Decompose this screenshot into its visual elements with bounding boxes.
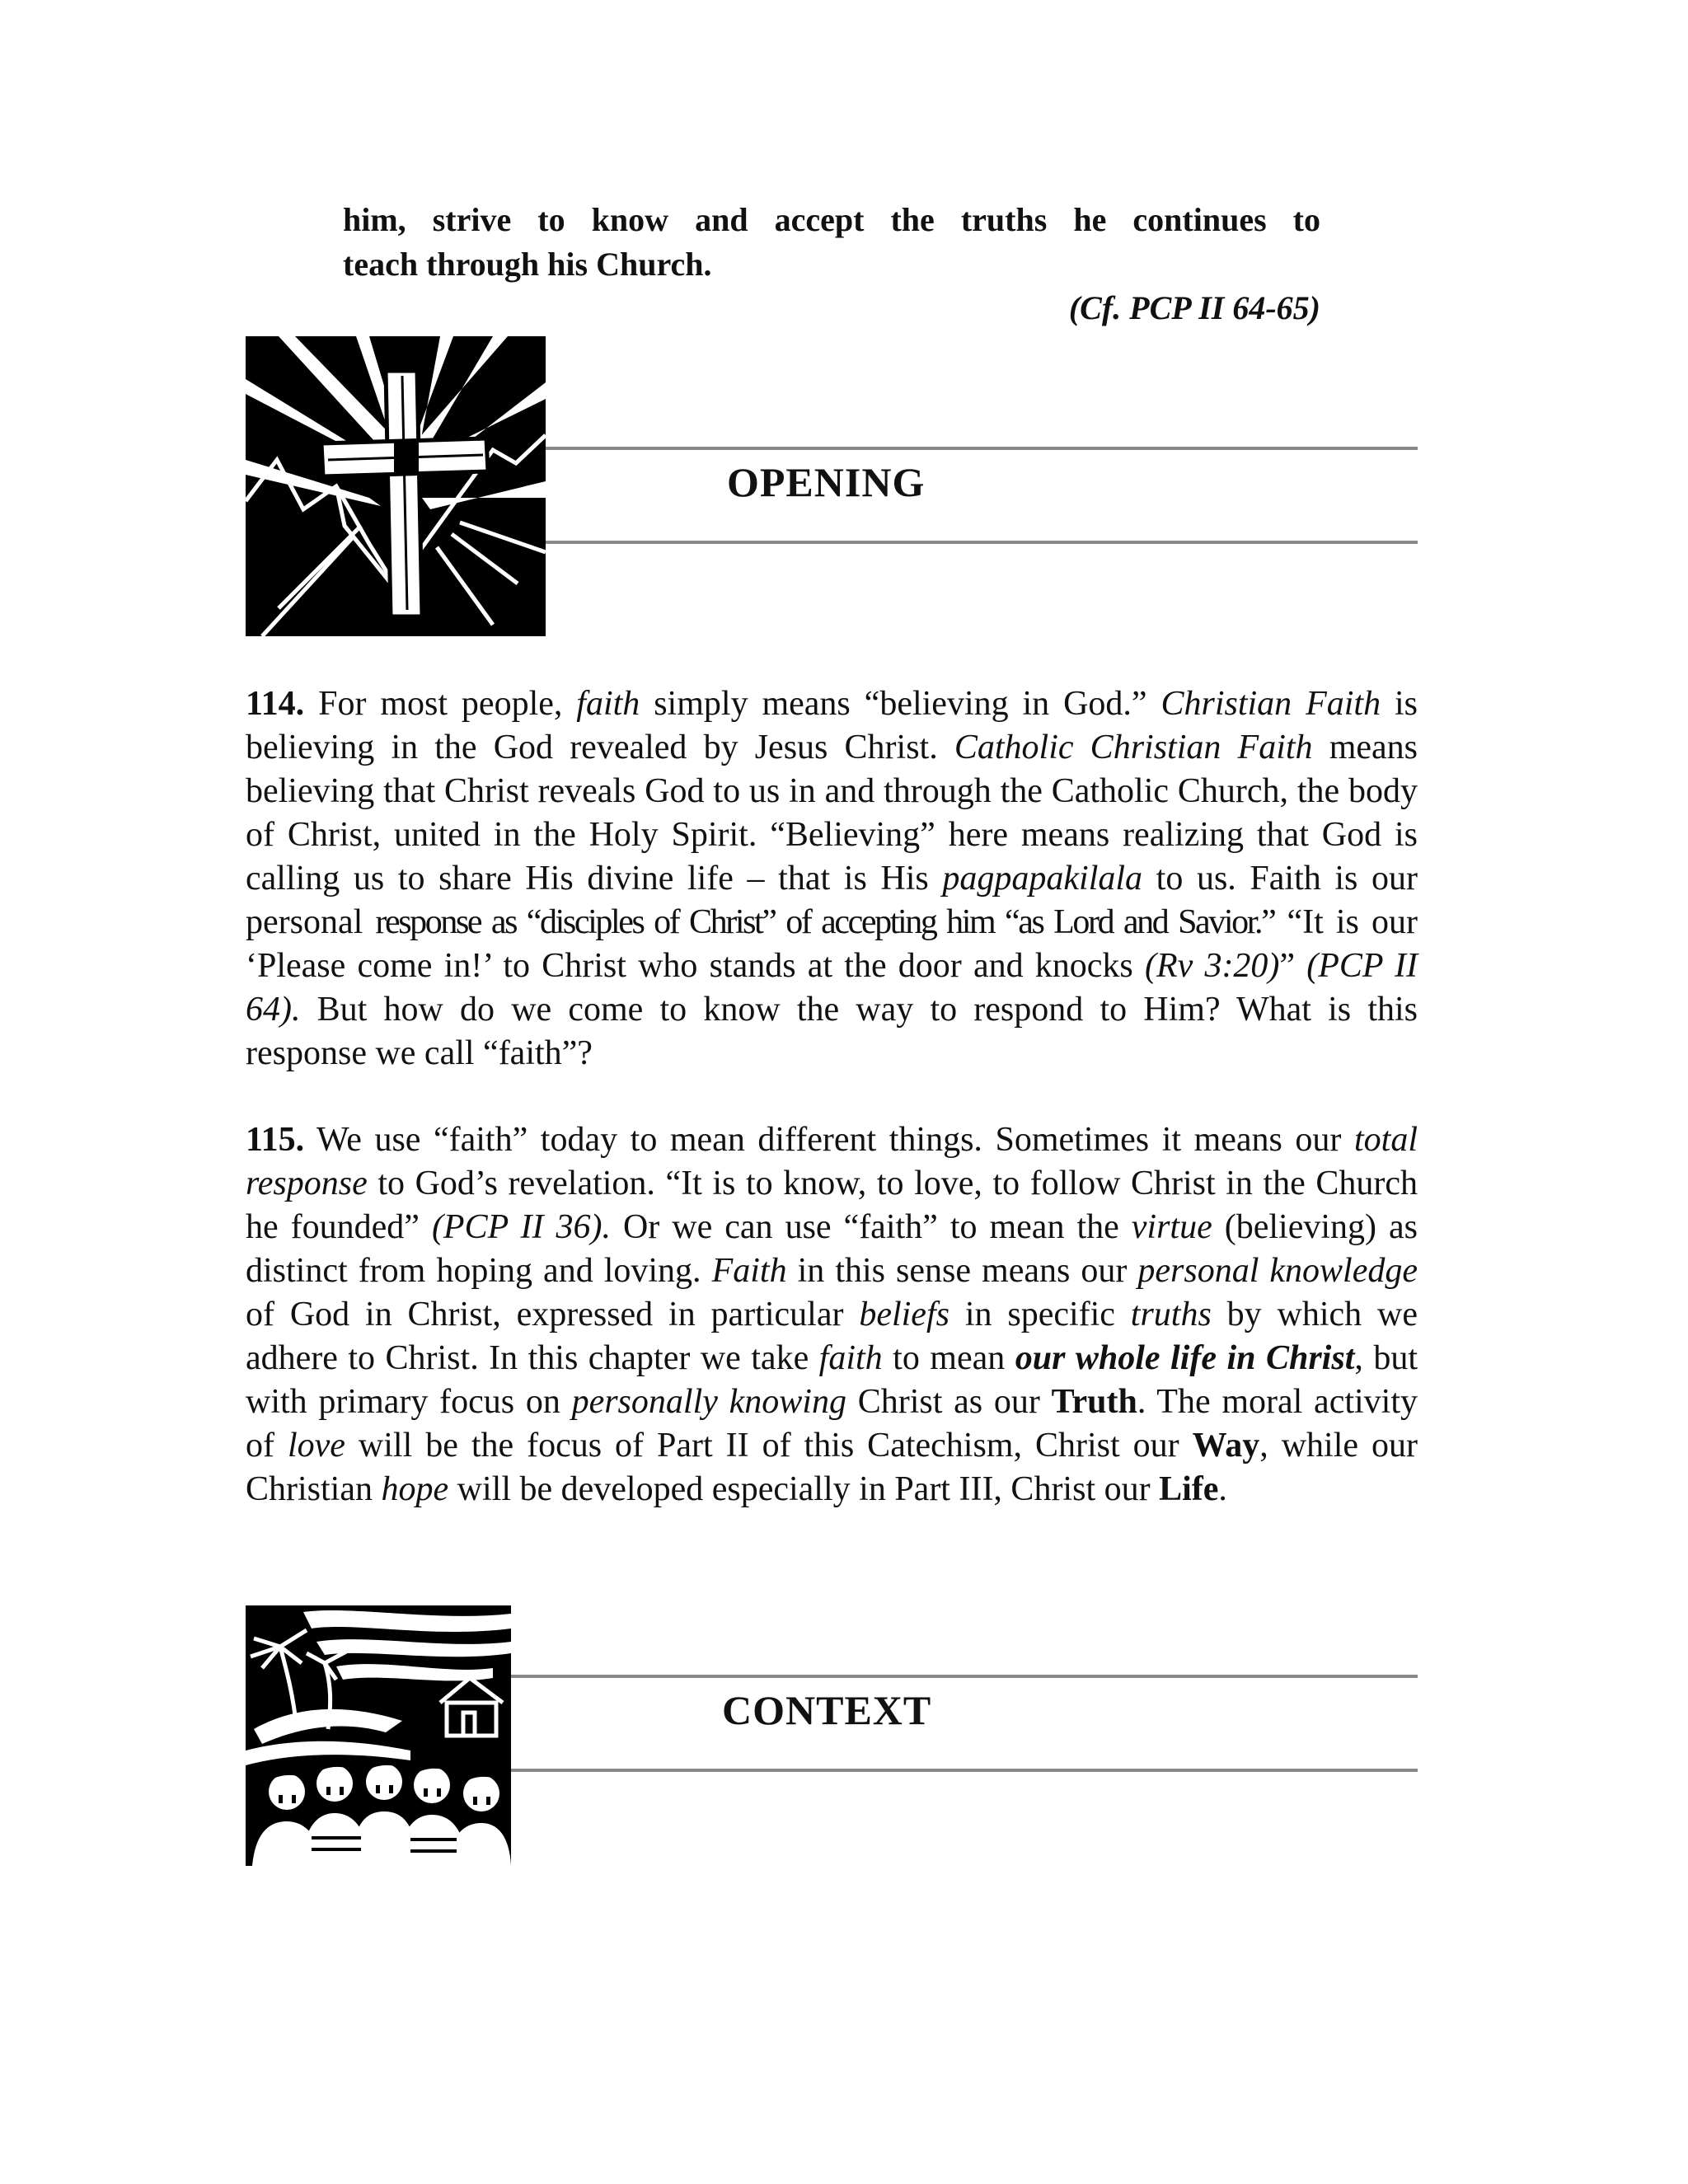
text-run: in this sense means our — [786, 1252, 1138, 1290]
text-run: . — [1218, 1470, 1227, 1508]
text-run: is believing in the God revealed by Jesus Christ. — [246, 685, 1418, 766]
text-run: But how do we come to know the way to respond to Him? What is this response we call “faith”? — [246, 991, 1418, 1072]
intro-line-2: teach through his Church. — [343, 246, 712, 283]
text-run: in specific — [949, 1296, 1131, 1333]
text-run: will be the focus of Part II of this Catechism, Christ our — [345, 1427, 1193, 1465]
text-run: Life — [1159, 1470, 1219, 1508]
text-run: Christian Faith — [1160, 685, 1381, 723]
section-heading-context: CONTEXT — [722, 1687, 932, 1733]
text-run: virtue — [1131, 1208, 1212, 1246]
section-heading-opening: OPENING — [727, 459, 926, 505]
text-run: means believing that Christ reveals God to us in and through the Catholic Church, the body of Christ, united in the Holy Spirit. “Believing” here means realizing that God is calling us to share His divine life – that is His — [246, 729, 1418, 898]
text-run: (PCP II 36). — [431, 1208, 611, 1246]
text-run: , while our Christian — [246, 1427, 1418, 1508]
text-run: our whole life in Christ — [1015, 1339, 1355, 1377]
text-run: personally knowing — [571, 1383, 846, 1421]
text-run: truths — [1130, 1296, 1212, 1333]
context-rule-bottom — [511, 1769, 1418, 1772]
text-run: beliefs — [859, 1296, 950, 1333]
text-run: Truth — [1051, 1383, 1137, 1421]
paragraph-115 — [246, 1118, 1418, 1511]
text-run: pagpapakilala — [942, 860, 1143, 898]
paragraph-114 — [246, 682, 1418, 1076]
text-run: (believing) as distinct from hoping and loving. — [246, 1208, 1418, 1290]
text-run: to God’s revelation. “It is to know, to love, to follow Christ in the Church he founded” — [246, 1165, 1418, 1246]
text-run: to mean — [882, 1339, 1015, 1377]
text-run: (PCP II 64). — [246, 947, 1418, 1029]
opening-rule-bottom — [546, 541, 1418, 544]
text-run: total response — [246, 1121, 1418, 1202]
paragraph-number: 115. — [246, 1121, 305, 1159]
text-run: faith — [576, 685, 640, 723]
cross-rays-mountains-icon — [246, 336, 546, 636]
text-run: response as “disciples of Christ” of accepting him “as Lord and Savior.” — [375, 903, 1275, 941]
text-run: personal knowledge — [1137, 1252, 1418, 1290]
text-run: Faith — [711, 1252, 787, 1290]
text-run: “It is our ‘Please come in!’ to Christ who stands at the door and knocks — [246, 903, 1418, 985]
text-run: faith — [818, 1339, 883, 1377]
text-run: Catholic Christian Faith — [954, 729, 1313, 766]
text-run: We use “faith” today to mean different things. Sometimes it means our — [304, 1121, 1354, 1159]
opening-rule-top — [546, 447, 1418, 450]
intro-citation: (Cf. PCP II 64-65) — [1068, 289, 1320, 326]
text-run: of God in Christ, expressed in particular — [246, 1296, 860, 1333]
text-run: hope — [381, 1470, 449, 1508]
text-run: simply means “believing in God.” — [640, 685, 1161, 723]
text-run: . The moral activity of — [246, 1383, 1418, 1465]
intro-continuation — [343, 198, 1320, 287]
filipino-family-village-icon — [246, 1605, 511, 1866]
text-run: love — [287, 1427, 345, 1465]
text-run: Way — [1192, 1427, 1260, 1465]
text-run: For most people, — [304, 685, 577, 723]
text-run: ” — [1279, 947, 1307, 985]
text-run: to us. Faith is our personal — [246, 860, 1418, 941]
text-run: Or we can use “faith” to mean the — [610, 1208, 1132, 1246]
context-rule-top — [511, 1675, 1418, 1678]
text-run: (Rv 3:20) — [1144, 947, 1280, 985]
text-run: , but with primary focus on — [246, 1339, 1418, 1421]
text-run: Christ as our — [846, 1383, 1052, 1421]
paragraph-number: 114. — [246, 685, 305, 723]
intro-line-1: him, strive to know and accept the truths he continues to — [343, 201, 1320, 238]
text-run: by which we adhere to Christ. In this chapter we take — [246, 1296, 1418, 1377]
text-run: will be developed especially in Part III, Christ our — [448, 1470, 1160, 1508]
